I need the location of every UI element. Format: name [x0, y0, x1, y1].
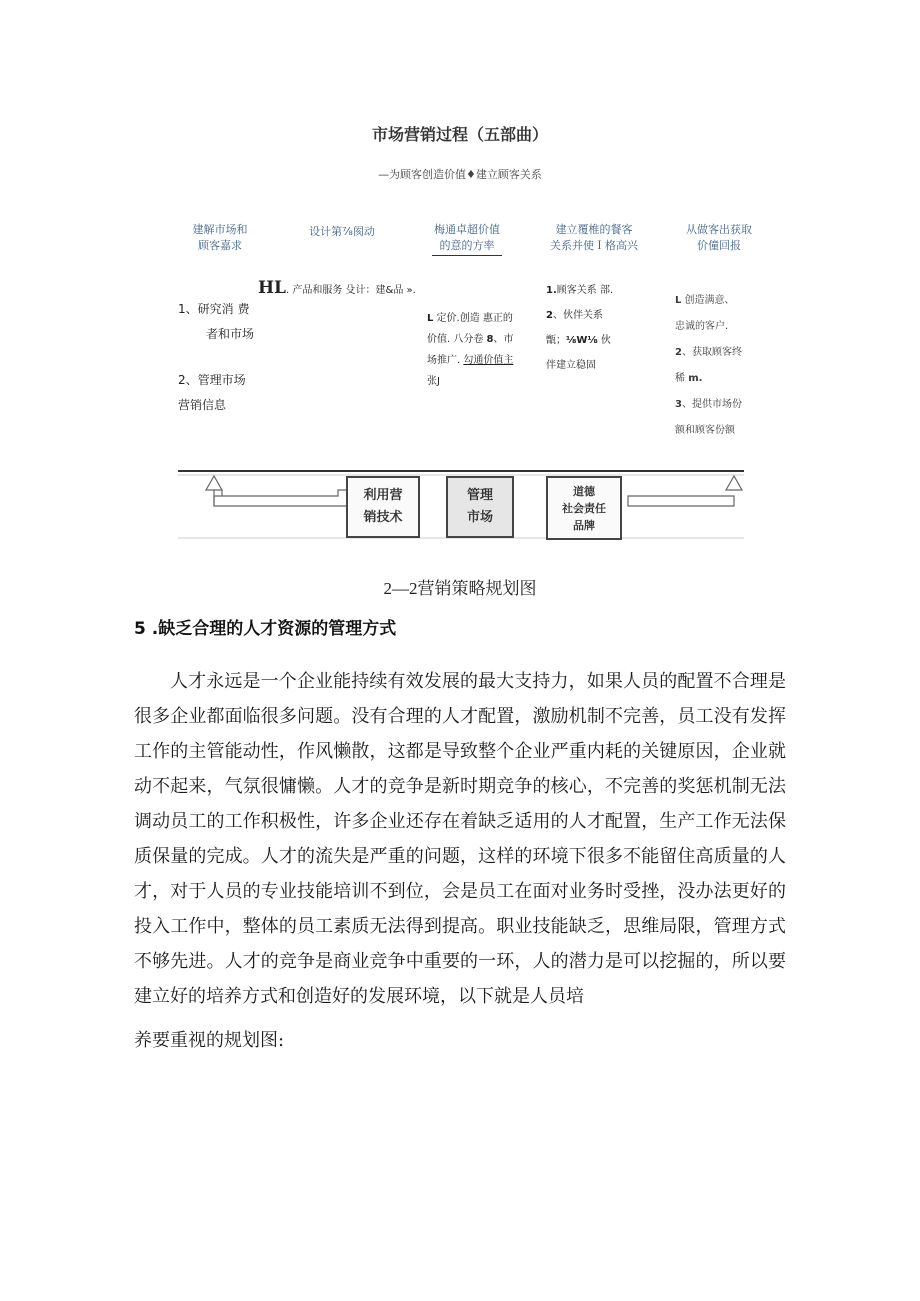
col5-l4-pre: 稀	[675, 373, 689, 384]
col4-l2: 、伙伴关系	[552, 310, 603, 321]
col4-l2-b: 2	[546, 310, 553, 321]
col3-l1: 定价.创造 惠正的	[433, 313, 513, 324]
right-arrow-head-icon	[726, 476, 742, 490]
step-5: 从做客出获取 价僮回报	[686, 223, 752, 252]
left-arrow-head-icon	[206, 476, 222, 490]
col1-item1-b: 者和市场	[206, 327, 255, 341]
box-ethics: 道德 社会责任 品牌	[546, 476, 622, 540]
box-marketing-tech: 利用营 销技术	[346, 476, 420, 538]
col2-text: . 产品和服务 殳计：建&品 ».	[286, 285, 416, 296]
body-paragraph-end: 养要重视的规划图:	[134, 1030, 285, 1051]
step-1: 建解市场和 顾客嘉求	[192, 223, 248, 252]
col3-l1-b: L	[427, 313, 434, 324]
col5-clip	[675, 288, 805, 436]
col1-item2-a: 2、管理市场	[178, 373, 246, 387]
col5-l5-b: 3	[675, 399, 682, 410]
step-2: 设计第⅞阂动	[309, 225, 375, 238]
step-3: 梅通卓超价值 的意的方率	[432, 222, 502, 256]
col3-l3-u: 勾通价值主	[463, 355, 514, 366]
col5-l1-b: L	[675, 295, 682, 306]
col1-item2-b: 营销信息	[178, 398, 227, 412]
col5-l2: 忠诚的客户.	[675, 321, 729, 332]
left-arrow-body	[214, 490, 348, 506]
col4-l3-b: ⅛W⅛	[566, 335, 598, 346]
col3-l3-pre: 场推广.	[427, 355, 464, 366]
col5-l1: 创造满意、	[681, 295, 735, 306]
col5-block	[675, 288, 805, 444]
box-manage-market: 管理 市场	[446, 476, 514, 538]
right-arrow-body	[628, 496, 734, 506]
figure-caption: 2—2营销策略规划图	[383, 579, 537, 598]
col4-l3-pre: 甑；	[546, 335, 566, 346]
col5-l4-b: m.	[688, 373, 703, 384]
col3-l2-b: 8	[486, 334, 494, 345]
figure-title: 市场营销过程（五部曲）	[371, 125, 548, 144]
col1-item1-a: 1、研究消 费	[178, 302, 250, 316]
section-heading: 5 .缺乏合理的人才资源的管理方式	[134, 619, 397, 639]
col4-l1: 顾客关系 部.	[556, 285, 614, 296]
step-4: 建立覆椎的餐客 关系并使Ｉ格高兴	[550, 223, 638, 252]
col5-l5: 、提供市场份	[681, 399, 742, 410]
col3-l2-pre: 价值. 八分卷	[427, 334, 487, 345]
col4-l3-post: 伙	[597, 335, 611, 346]
col4-l4: 伴建立稳固	[546, 360, 596, 371]
col4-l1-b: 1.	[546, 285, 557, 296]
col3-l4: 张J	[427, 376, 440, 387]
col5-l3-b: 2	[675, 347, 682, 358]
col3-block	[427, 308, 527, 392]
col4-block	[546, 278, 646, 378]
col2-line	[258, 278, 416, 298]
body-paragraph: 人才永远是一个企业能持续有效发展的最大支持力，如果人员的配置不合理是很多企业都面临很多问题。没有合理的人才配置，激励机制不完善，员工没有发挥工作的主管能动性，作风懒散，这都是导致整个企业严重内耗的关键原因，企业就动不起来，气氛很慵懒。人才的竞争是新时期竞争的核心，不完善的奖惩机制无法调动员工的工作积极性，许多企业还存在着缺乏适用的人才配置，生产工作无法保质保量的完成。人才的流失是严重的问题，这样的环境下很多不能留住高质量的人才，对于人员的专业技能培训不到位，会是员工在面对业务时受挫，没办法更好的投入工作中，整体的员工素质无法得到提高。职业技能缺乏，思维局限，管理方式不够先进。人才的竞争是商业竞争中重要的一环，人的潜力是可以挖掘的，所以要建立好的培养方式和创造好的发展环境，以下就是人员培	[134, 671, 786, 1007]
col3-l2-post: 、市	[493, 334, 514, 345]
figure-subtitle: —为顾客创造价值♦建立顾客关系	[378, 168, 542, 181]
col5-l6: 额和顾客份额	[675, 425, 735, 436]
col2-prefix: HL	[258, 278, 287, 298]
col5-l3: 、获取顾客终	[681, 347, 742, 358]
